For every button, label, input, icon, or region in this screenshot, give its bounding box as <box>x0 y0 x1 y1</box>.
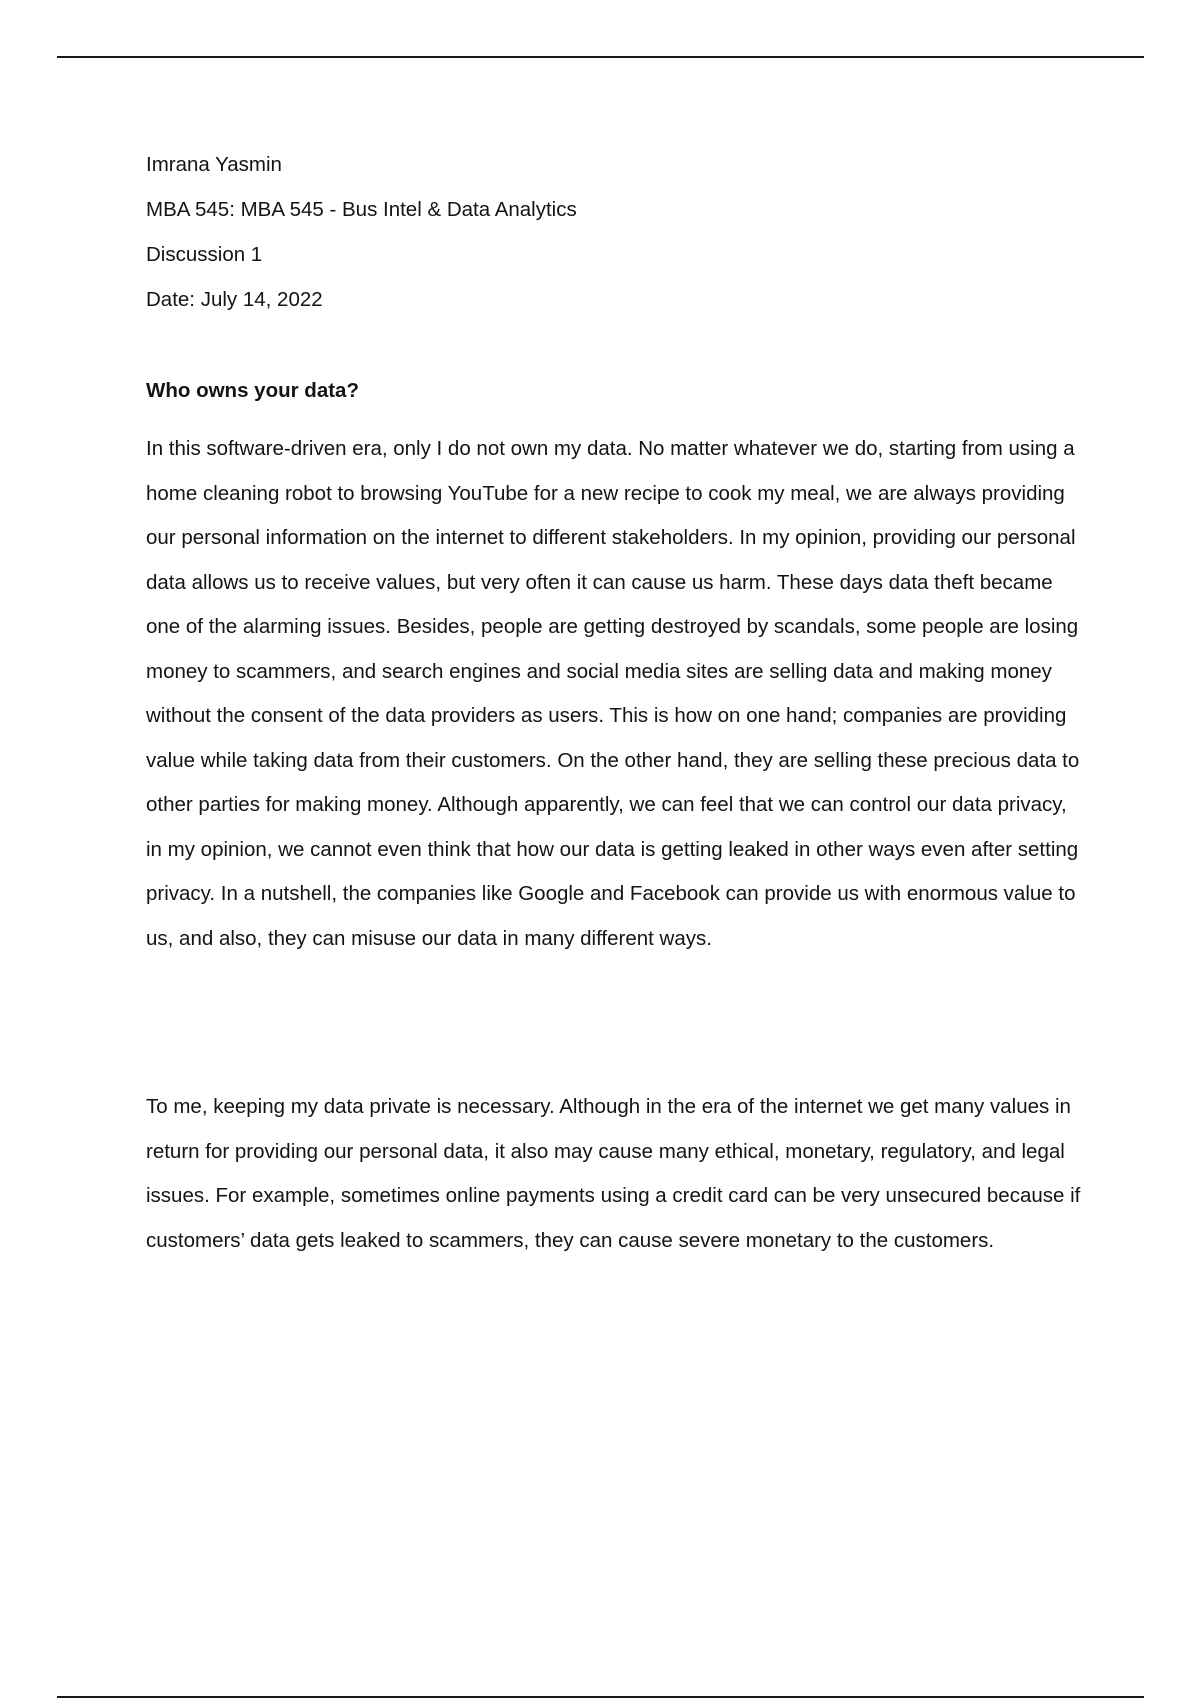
bottom-horizontal-rule <box>57 1696 1144 1698</box>
document-date: Date: July 14, 2022 <box>146 288 323 311</box>
document-body <box>146 142 1086 1252</box>
section-heading: Who owns your data? <box>146 379 359 402</box>
document-header <box>146 142 1086 322</box>
body-paragraph-1: In this software-driven era, only I do not own my data. No matter whatever we do, starting from using a home cleaning robot to browsing YouTube for a new recipe to cook my meal, we are always providing our personal information on the internet to different stakeholders. In my opinion, providing our personal data allows us to receive values, but very often it can cause us harm. These days data theft became one of the alarming issues. Besides, people are getting destroyed by scandals, some people are losing money to scammers, and search engines and social media sites are selling data and making money without the consent of the data providers as users. This is how on one hand; companies are providing value while taking data from their customers. On the other hand, they are selling these precious data to other parties for making money. Although apparently, we can feel that we can control our data privacy, in my opinion, we cannot even think that how our data is getting leaked in other ways even after setting privacy. In a nutshell, the companies like Google and Facebook can provide us with enormous value to us, and also, they can misuse our data in many different ways. <box>146 437 1080 950</box>
course-title: MBA 545: MBA 545 - Bus Intel & Data Analytics <box>146 198 577 221</box>
top-horizontal-rule <box>57 56 1144 58</box>
author-name: Imrana Yasmin <box>146 153 282 176</box>
body-paragraph-2: To me, keeping my data private is necessary. Although in the era of the internet we get many values in return for providing our personal data, it also may cause many ethical, monetary, regulatory, and legal issues. For example, sometimes online payments using a credit card can be very unsecured because if customers’ data gets leaked to scammers, they can cause severe monetary to the customers. <box>146 1095 1081 1252</box>
assignment-title: Discussion 1 <box>146 243 263 266</box>
